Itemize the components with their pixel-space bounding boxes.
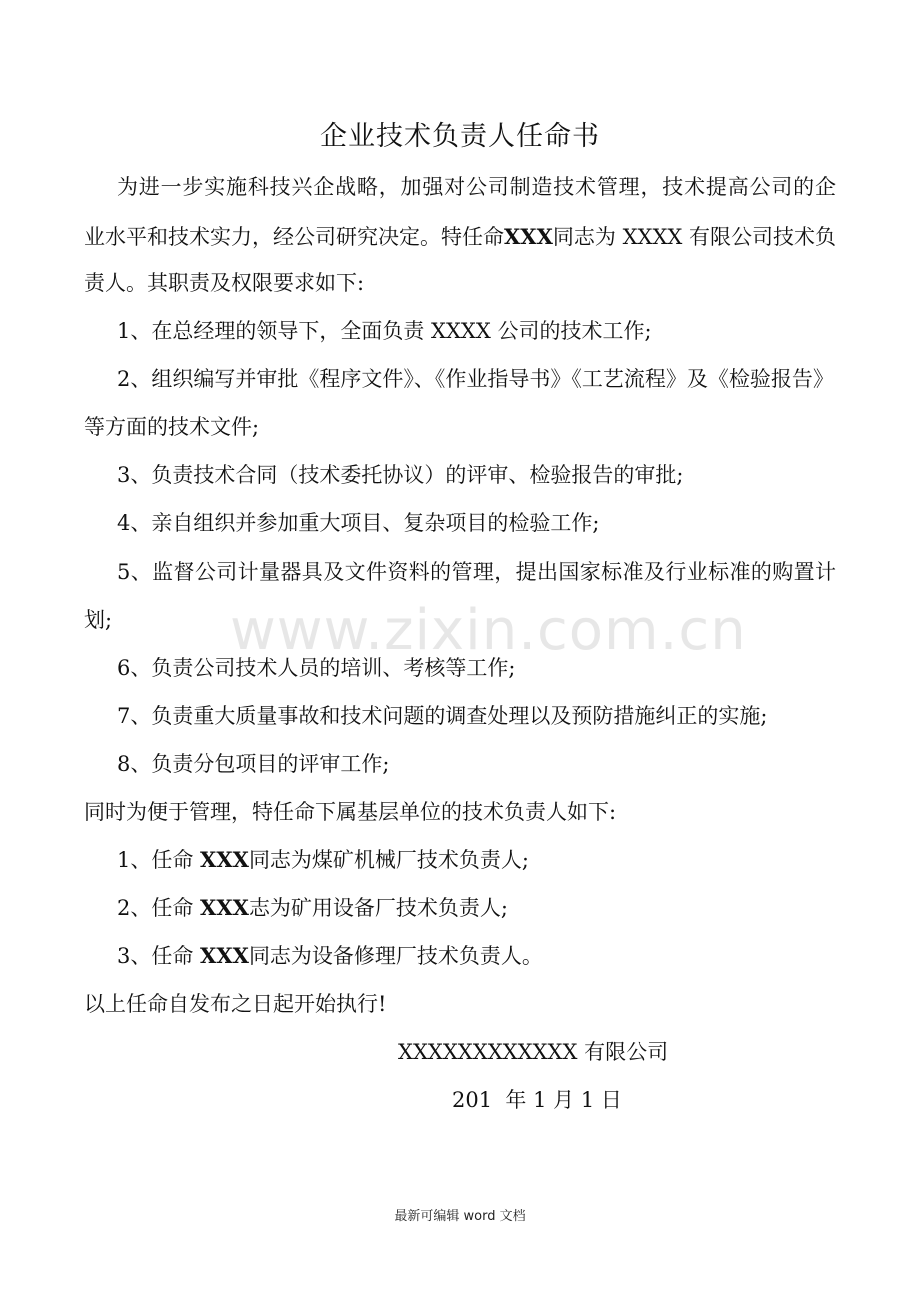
appointment-2 [117, 893, 508, 923]
duty-3: 3、负责技术合同（技术委托协议）的评审、检验报告的审批; [117, 463, 684, 487]
document-title: 企业技术负责人任命书 [320, 121, 600, 152]
appointment-1 [117, 845, 529, 875]
appointment-2-prefix: 2、任命 [117, 896, 201, 920]
intro-line-3: 责人。其职责及权限要求如下: [84, 271, 365, 295]
appointment-3-prefix: 3、任命 [117, 944, 201, 968]
duty-7: 7、负责重大质量事故和技术问题的调查处理以及预防措施纠正的实施; [117, 704, 768, 728]
closing-statement: 以上任命自发布之日起开始执行! [84, 992, 387, 1016]
intro-line-2-text-a: 业水平和技术实力，经公司研究决定。特任命 [84, 225, 504, 249]
appointment-3-name: XXX [200, 943, 249, 968]
appointment-3-suffix: 同志为设备修理厂技术负责人。 [248, 944, 543, 968]
appointee-name: XXX [504, 224, 553, 249]
appointment-3 [117, 941, 543, 971]
duty-2-line-2: 等方面的技术文件; [84, 415, 260, 439]
appointment-1-suffix: 同志为煤矿机械厂技术负责人; [248, 848, 530, 872]
appointment-2-suffix: 志为矿用设备厂技术负责人; [248, 896, 509, 920]
duty-6: 6、负责公司技术人员的培训、考核等工作; [117, 656, 516, 680]
intro-line-1: 为进一步实施科技兴企战略，加强对公司制造技术管理，技术提高公司的企 [117, 175, 836, 199]
appointment-1-prefix: 1、任命 [117, 848, 201, 872]
sub-intro: 同时为便于管理，特任命下属基层单位的技术负责人如下: [84, 800, 617, 824]
duty-8: 8、负责分包项目的评审工作; [117, 752, 390, 776]
intro-line-2 [84, 222, 836, 252]
appointment-1-name: XXX [200, 847, 249, 872]
footer-note: 最新可编辑 word 文档 [394, 1209, 526, 1224]
intro-line-2-text-c: 同志为 XXXX 有限公司技术负 [552, 225, 837, 249]
duty-1: 1、在总经理的领导下，全面负责 XXXX 公司的技术工作; [117, 319, 652, 343]
issue-date: 201 年 1 月 1 日 [452, 1088, 622, 1112]
duty-5-line-1: 5、监督公司计量器具及文件资料的管理，提出国家标准及行业标准的购置计 [117, 560, 836, 584]
appointment-2-name: XXX [200, 895, 249, 920]
duty-5-line-2: 划; [84, 608, 113, 632]
duty-2-line-1: 2、组织编写并审批《程序文件》、《作业指导书》《工艺流程》及《检验报告》 [117, 367, 834, 391]
duty-4: 4、亲自组织并参加重大项目、复杂项目的检验工作; [117, 511, 600, 535]
watermark-text: www.zixin.com.cn [230, 598, 747, 663]
company-signature: XXXXXXXXXXXX 有限公司 [398, 1040, 669, 1064]
